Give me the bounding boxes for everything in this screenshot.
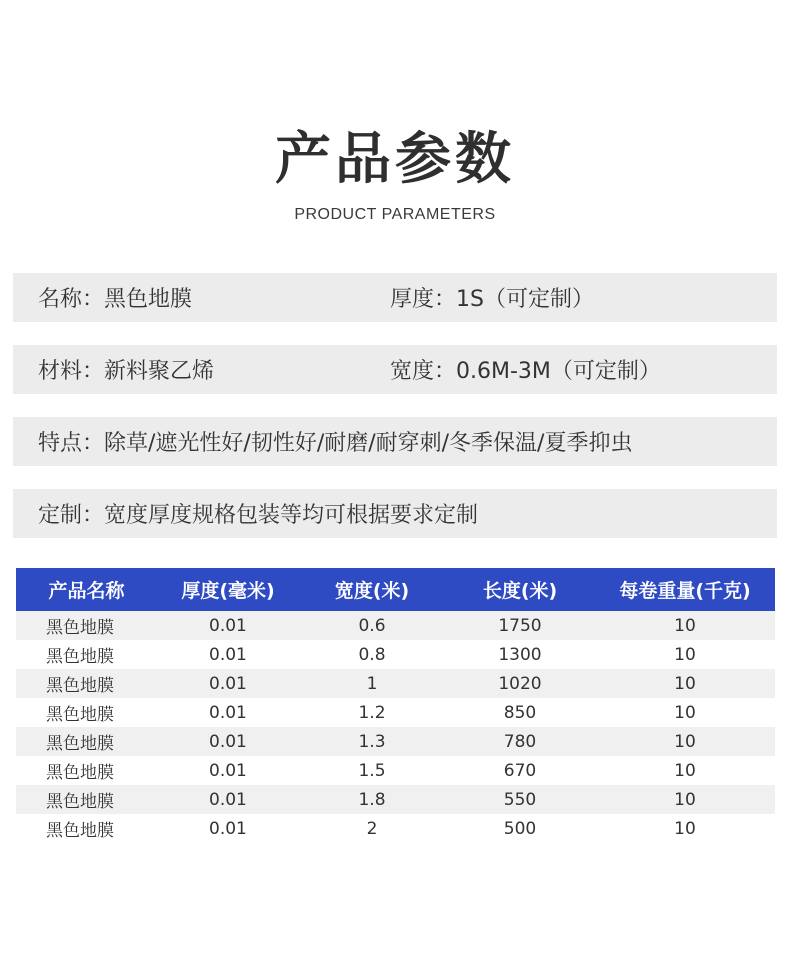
cell-product-name: 黑色地膜 bbox=[46, 792, 114, 812]
cell-product-name: 黑色地膜 bbox=[46, 705, 114, 725]
cell-width: 1 bbox=[366, 673, 378, 694]
spec-row-name-thickness bbox=[13, 273, 777, 322]
cell-length: 780 bbox=[503, 731, 537, 752]
cell-width: 1.5 bbox=[358, 760, 386, 781]
spec-material: 材料：新料聚乙烯 bbox=[38, 359, 215, 384]
table-row bbox=[16, 727, 775, 756]
page-title: 产品参数 bbox=[275, 127, 515, 192]
page-subtitle: PRODUCT PARAMETERS bbox=[294, 206, 496, 223]
cell-length: 1300 bbox=[498, 644, 542, 665]
table-row bbox=[16, 756, 775, 785]
cell-weight: 10 bbox=[674, 818, 696, 839]
cell-thickness: 0.01 bbox=[209, 702, 247, 723]
cell-weight: 10 bbox=[674, 760, 696, 781]
spec-row-material-width bbox=[13, 345, 777, 394]
cell-product-name: 黑色地膜 bbox=[46, 647, 114, 667]
cell-thickness: 0.01 bbox=[209, 760, 247, 781]
cell-width: 0.8 bbox=[358, 644, 386, 665]
cell-weight: 10 bbox=[674, 789, 696, 810]
table-row bbox=[16, 814, 775, 843]
cell-width: 1.8 bbox=[358, 789, 386, 810]
header-width: 宽度(米) bbox=[334, 580, 410, 602]
cell-weight: 10 bbox=[674, 644, 696, 665]
cell-thickness: 0.01 bbox=[209, 789, 247, 810]
cell-width: 1.3 bbox=[358, 731, 386, 752]
cell-product-name: 黑色地膜 bbox=[46, 763, 114, 783]
cell-width: 0.6 bbox=[358, 615, 386, 636]
cell-width: 1.2 bbox=[358, 702, 386, 723]
table-row bbox=[16, 640, 775, 669]
table-header bbox=[16, 568, 775, 611]
spec-name: 名称：黑色地膜 bbox=[38, 287, 193, 312]
table-row bbox=[16, 698, 775, 727]
header-weight: 每卷重量(千克) bbox=[619, 580, 751, 602]
table-row bbox=[16, 669, 775, 698]
cell-thickness: 0.01 bbox=[209, 615, 247, 636]
cell-length: 550 bbox=[503, 789, 537, 810]
header-thickness: 厚度(毫米) bbox=[181, 580, 275, 602]
spec-table bbox=[16, 568, 775, 843]
cell-weight: 10 bbox=[674, 615, 696, 636]
header-product-name: 产品名称 bbox=[48, 580, 125, 602]
cell-thickness: 0.01 bbox=[209, 673, 247, 694]
cell-length: 670 bbox=[503, 760, 537, 781]
table-body bbox=[16, 611, 775, 843]
cell-length: 1750 bbox=[498, 615, 542, 636]
cell-product-name: 黑色地膜 bbox=[46, 734, 114, 754]
cell-thickness: 0.01 bbox=[209, 818, 247, 839]
table-row bbox=[16, 611, 775, 640]
cell-weight: 10 bbox=[674, 731, 696, 752]
table-row bbox=[16, 785, 775, 814]
cell-weight: 10 bbox=[674, 702, 696, 723]
cell-product-name: 黑色地膜 bbox=[46, 821, 114, 841]
cell-length: 850 bbox=[503, 702, 537, 723]
spec-width: 宽度：0.6M-3M（可定制） bbox=[390, 359, 661, 384]
cell-thickness: 0.01 bbox=[209, 731, 247, 752]
cell-thickness: 0.01 bbox=[209, 644, 247, 665]
cell-weight: 10 bbox=[674, 673, 696, 694]
cell-product-name: 黑色地膜 bbox=[46, 676, 114, 696]
cell-length: 500 bbox=[503, 818, 537, 839]
cell-length: 1020 bbox=[498, 673, 542, 694]
spec-row-features bbox=[13, 417, 777, 466]
spec-custom: 定制：宽度厚度规格包装等均可根据要求定制 bbox=[38, 503, 479, 528]
spec-thickness: 厚度：1S（可定制） bbox=[390, 287, 594, 312]
cell-width: 2 bbox=[366, 818, 378, 839]
spec-row-custom bbox=[13, 489, 777, 538]
spec-features: 特点：除草/遮光性好/韧性好/耐磨/耐穿刺/冬季保温/夏季抑虫 bbox=[38, 431, 633, 456]
header-length: 长度(米) bbox=[482, 580, 558, 602]
cell-product-name: 黑色地膜 bbox=[46, 618, 114, 638]
